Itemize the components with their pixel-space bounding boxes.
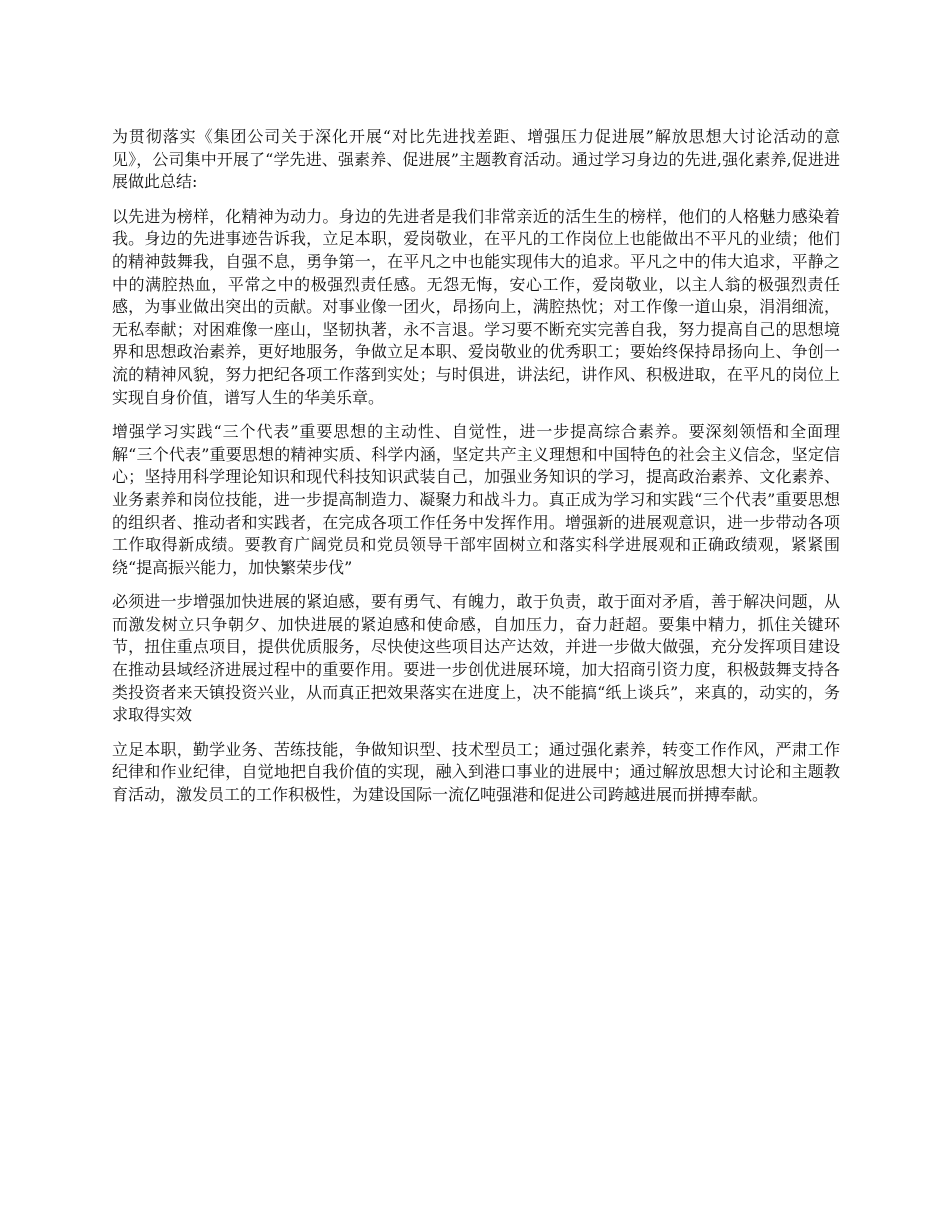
- paragraph-three-represents: 增强学习实践“三个代表”重要思想的主动性、自觉性，进一步提高综合素养。要深刻领悟和全面理解“三个代表”重要思想的精神实质、科学内涵，坚定共产主义理想和中国特色的社会主义信念，坚定信心；坚持用科学理论知识和现代科技知识武装自己，加强业务知识的学习，提高政治素养、文化素养、业务素养和岗位技能，进一步提高制造力、凝聚力和战斗力。真正成为学习和实践“三个代表”重要思想的组织者、推动者和实践者，在完成各项工作任务中发挥作用。增强新的进展观意识，进一步带动各项工作取得新成绩。要教育广阔党员和党员领导干部牢固树立和落实科学进展观和正确政绩观，紧紧围绕“提高振兴能力，加快繁荣步伐”: [112, 422, 840, 577]
- paragraph-conclusion: 立足本职，勤学业务、苦练技能，争做知识型、技术型员工；通过强化素养，转变工作作风，严肃工作纪律和作业纪律，自觉地把自我价值的实现，融入到港口事业的进展中；通过解放思想大讨论和主题教育活动，激发员工的工作积极性，为建设国际一流亿吨强港和促进公司跨越进展而拼搏奉献。: [112, 739, 840, 805]
- paragraph-role-models: 以先进为榜样，化精神为动力。身边的先进者是我们非常亲近的活生生的榜样，他们的人格魅力感染着我。身边的先进事迹告诉我，立足本职，爱岗敬业，在平凡的工作岗位上也能做出不平凡的业绩；他们的精神鼓舞我，自强不息，勇争第一，在平凡之中也能实现伟大的追求。平凡之中的伟大追求，平静之中的满腔热血，平常之中的极强烈责任感。无怨无悔，安心工作，爱岗敬业，以主人翁的极强烈责任感，为事业做出突出的贡献。对事业像一团火，昂扬向上，满腔热忱；对工作像一道山泉，涓涓细流，无私奉献；对困难像一座山，坚韧执著，永不言退。学习要不断充实完善自我，努力提高自己的思想境界和思想政治素养，更好地服务，争做立足本职、爱岗敬业的优秀职工；要始终保持昂扬向上、争创一流的精神风貌，努力把纪各项工作落到实处；与时俱进，讲法纪，讲作风、积极进取，在平凡的岗位上实现自身价值，谱写人生的华美乐章。: [112, 206, 840, 407]
- document-body: [112, 126, 840, 819]
- paragraph-intro: 为贯彻落实《集团公司关于深化开展“对比先进找差距、增强压力促进展”解放思想大讨论活动的意见》，公司集中开展了“学先进、强素养、促进展”主题教育活动。通过学习身边的先进,强化素养,促进进展做此总结:: [112, 127, 840, 192]
- paragraph-urgency: 必须进一步增强加快进展的紧迫感，要有勇气、有魄力，敢于负责，敢于面对矛盾，善于解决问题，从而激发树立只争朝夕、加快进展的紧迫感和使命感，自加压力，奋力赶超。要集中精力，抓住关键环节，扭住重点项目，提供优质服务，尽快使这些项目达产达效，并进一步做大做强，充分发挥项目建设在推动县域经济进展过程中的重要作用。要进一步创优进展环境，加大招商引资力度，积极鼓舞支持各类投资者来天镇投资兴业，从而真正把效果落实在进度上，决不能搞“纸上谈兵”，来真的，动实的，务求取得实效: [112, 592, 840, 725]
